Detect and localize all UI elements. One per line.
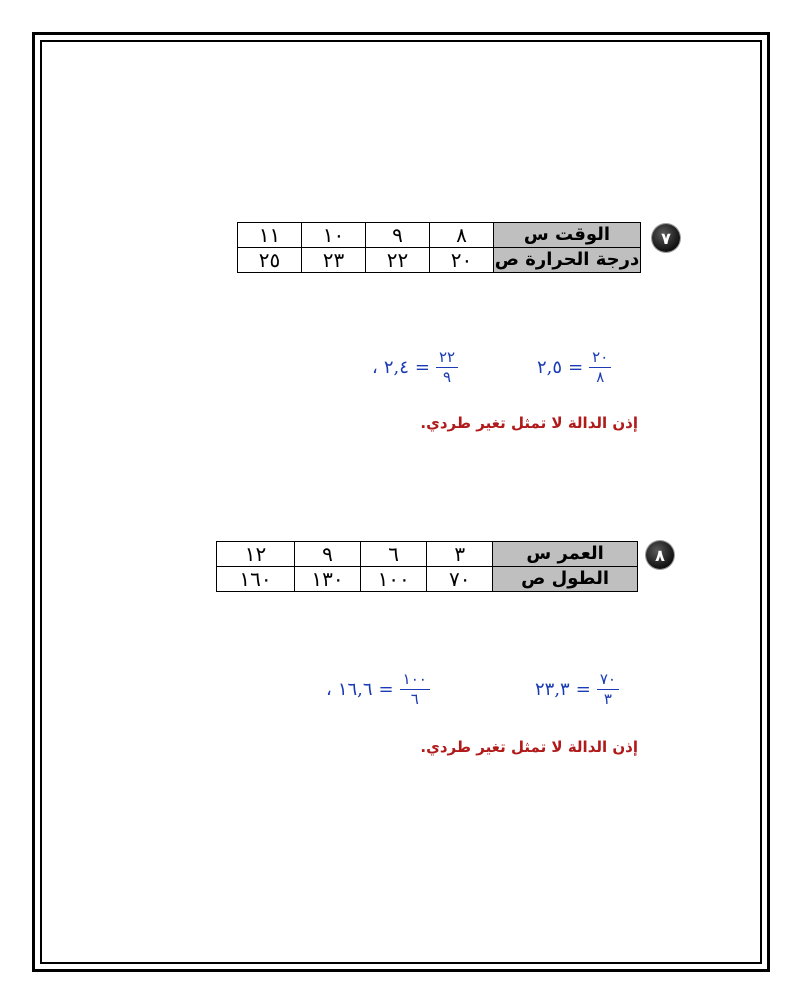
ratio-result: ١٦,٦ [337,679,373,700]
problem-number-badge: ٨ [646,541,674,569]
table-row [217,567,638,592]
table-header-cell: الوقت س [493,223,640,248]
fraction-denominator: ٣ [603,690,612,708]
fraction [589,350,611,385]
fraction-numerator: ١٠٠ [400,672,430,690]
table-cell: ٢٣ [302,248,366,273]
table-cell: ٦ [361,542,427,567]
fraction-numerator: ٢٢ [436,350,458,368]
equals-sign: = [378,679,394,700]
ratio-equation [535,672,619,707]
fraction-numerator: ٧٠ [597,672,619,690]
fraction [597,672,619,707]
ratio-result: ٢,٥ [537,357,563,378]
table-cell: ١٣٠ [294,567,360,592]
table-row [238,248,641,273]
fraction [436,350,458,385]
table-cell: ٢٥ [238,248,302,273]
table-cell: ١٠ [302,223,366,248]
table-row [217,542,638,567]
fraction-denominator: ٦ [410,690,419,708]
problem-number-badge: ٧ [652,224,680,252]
table-cell: ٧٠ [427,567,493,592]
fraction-denominator: ٨ [596,368,605,386]
table-cell: ١٦٠ [217,567,295,592]
table-cell: ٨ [430,223,494,248]
equals-sign: = [414,357,430,378]
fraction-numerator: ٢٠ [589,350,611,368]
conclusion-text: إذن الدالة لا تمثل تغير طردي. [420,738,638,756]
ratio-equation [537,350,611,385]
ratio-result: ٢٣,٣ [535,679,570,700]
table-cell: ٢٠ [430,248,494,273]
table-header-cell: درجة الحرارة ص [493,248,640,273]
table-cell: ٣ [427,542,493,567]
table-cell: ٢٢ [366,248,430,273]
table-cell: ١٢ [217,542,295,567]
equals-sign: = [568,357,584,378]
table-row [238,223,641,248]
ratio-equation [326,672,430,707]
fraction-denominator: ٩ [443,368,452,386]
problem-7-table [237,222,641,273]
page-inner-border [40,40,762,964]
equals-sign: = [575,679,591,700]
table-cell: ٩ [294,542,360,567]
ratio-separator: ، [372,357,378,378]
table-header-cell: الطول ص [493,567,638,592]
fraction [400,672,430,707]
ratio-result: ٢,٤ [383,357,409,378]
ratio-separator: ، [326,679,332,700]
ratio-equation [372,350,458,385]
table-header-cell: العمر س [493,542,638,567]
conclusion-text: إذن الدالة لا تمثل تغير طردي. [420,414,638,432]
table-cell: ١١ [238,223,302,248]
table-cell: ٩ [366,223,430,248]
table-cell: ١٠٠ [361,567,427,592]
problem-8-table [216,541,638,592]
